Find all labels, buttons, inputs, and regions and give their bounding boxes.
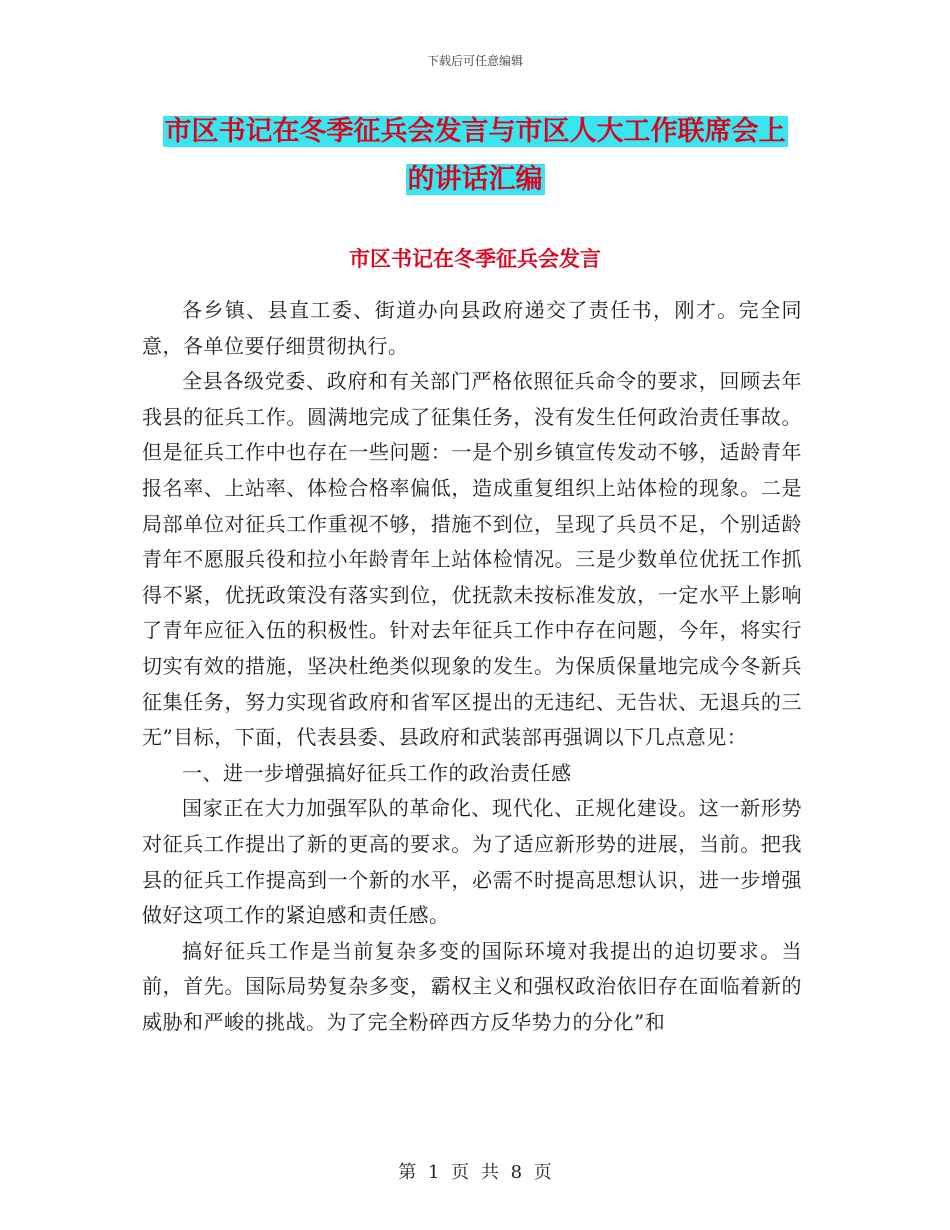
section-title: 市区书记在冬季征兵会发言 [349, 247, 601, 271]
paragraph: 全县各级党委、政府和有关部门严格依照征兵命令的要求，回顾去年我县的征兵工作。圆满地完成了征集任务，没有发生任何政治责任事故。但是征兵工作中也存在一些问题：一是个别乡镇宣传发动不够，适龄青年报名率、上站率、体检合格率偏低，造成重复组织上站体检的现象。二是局部单位对征兵工作重视不够，措施不到位，呈现了兵员不足，个别适龄青年不愿服兵役和拉小年龄青年上站体检情况。三是少数单位优抚工作抓得不紧，优抚政策没有落实到位，优抚款未按标准发放，一定水平上影响了青年应征入伍的积极性。针对去年征兵工作中存在问题，今年，将实行切实有效的措施，坚决杜绝类似现象的发生。为保质保量地完成今冬新兵征集任务，努力实现省政府和省军区提出的无违纪、无告状、无退兵的三无”目标，下面，代表县委、县政府和武装部再强调以下几点意见： [142, 369, 802, 750]
paragraph-heading: 一、进一步增强搞好征兵工作的政治责任感 [182, 760, 572, 785]
document-title-line-1: 市区书记在冬季征兵会发言与市区人大工作联席会上 [164, 116, 786, 147]
document-body [142, 293, 802, 1040]
page-number-footer: 第 1 页 共 8 页 [398, 1162, 552, 1183]
document-title [0, 108, 950, 204]
paragraph: 各乡镇、县直工委、街道办向县政府递交了责任书，刚才。完全同意，各单位要仔细贯彻执行。 [142, 298, 802, 358]
document-title-line-2: 的讲话汇编 [407, 164, 543, 195]
paragraph: 搞好征兵工作是当前复杂多变的国际环境对我提出的迫切要求。当前，首先。国际局势复杂多变，霸权主义和强权政治依旧存在面临着新的威胁和严峻的挑战。为了完全粉碎西方反华势力的分化”和 [142, 938, 802, 1034]
paragraph: 国家正在大力加强军队的革命化、现代化、正规化建设。这一新形势对征兵工作提出了新的更高的要求。为了适应新形势的进展，当前。把我县的征兵工作提高到一个新的水平，必需不时提高思想认识，进一步增强做好这项工作的紧迫感和责任感。 [142, 796, 802, 928]
page-header: 下载后可任意编辑 [426, 54, 523, 68]
